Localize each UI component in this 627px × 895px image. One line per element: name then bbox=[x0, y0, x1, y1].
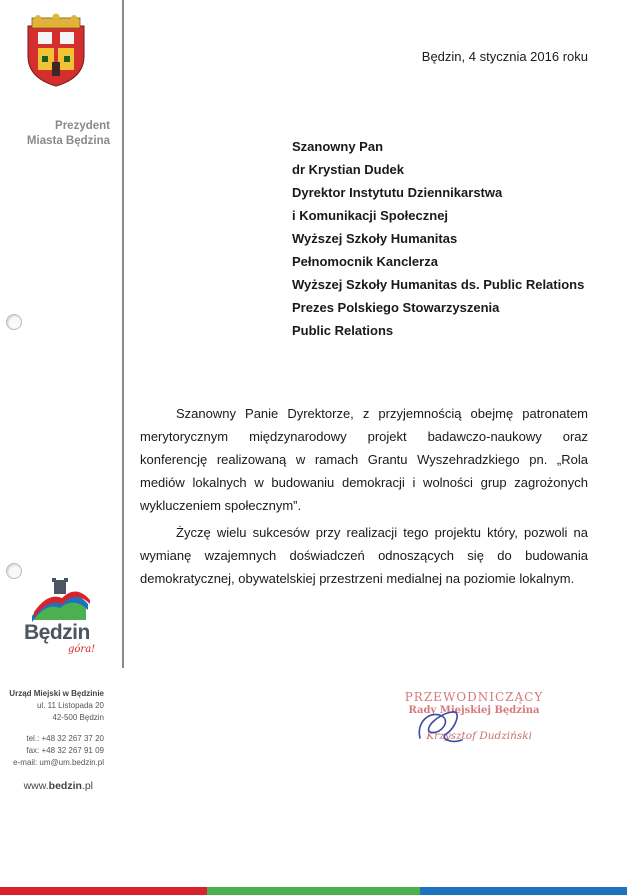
sidebar-divider bbox=[122, 0, 124, 668]
recipient-line: Public Relations bbox=[292, 323, 394, 338]
footer-color-bar bbox=[0, 887, 627, 895]
official-stamp bbox=[384, 690, 564, 742]
recipient-line: Wyższej Szkoły Humanitas bbox=[292, 231, 458, 246]
footer-bar-red bbox=[0, 887, 207, 895]
recipient-line: i Komunikacji Społecznej bbox=[292, 208, 449, 223]
recipient-line: Dyrektor Instytutu Dziennikarstwa bbox=[292, 185, 503, 200]
office-address bbox=[0, 688, 104, 769]
address-street: ul. 11 Listopada 20 bbox=[36, 701, 104, 710]
punch-hole-bottom bbox=[6, 563, 22, 579]
office-title-line1: Prezydent bbox=[55, 120, 110, 132]
letterhead-sidebar bbox=[0, 0, 122, 895]
website-domain: bedzin bbox=[48, 780, 82, 792]
address-email: e-mail: um@um.bedzin.pl bbox=[13, 758, 104, 767]
city-logo-word: Będzin bbox=[24, 621, 90, 644]
recipient-line: Szanowny Pan bbox=[292, 139, 384, 154]
handwritten-signature bbox=[412, 702, 472, 750]
stamp-title: PRZEWODNICZĄCY bbox=[404, 690, 544, 704]
office-title-line2: Miasta Będzina bbox=[26, 135, 110, 147]
address-tel: tel.: +48 32 267 37 20 bbox=[26, 734, 104, 743]
recipient-line: Prezes Polskiego Stowarzyszenia bbox=[292, 300, 500, 315]
letter-body bbox=[140, 402, 588, 594]
footer-bar-blue bbox=[420, 887, 627, 895]
city-coat-of-arms bbox=[24, 12, 88, 88]
recipient-block bbox=[292, 135, 584, 342]
website-suffix: .pl bbox=[81, 780, 93, 792]
recipient-line: Wyższej Szkoły Humanitas ds. Public Relations bbox=[292, 277, 585, 292]
website-prefix: www. bbox=[23, 780, 49, 792]
body-paragraph: Szanowny Panie Dyrektorze, z przyjemnością obejmę patronatem merytorycznym międzynarodowy projekt badawczo-naukowy oraz konferencję realizowaną w ramach Grantu Wyszehradzkiego pn. „Rola mediów lokalnych w budowaniu demokracji i wolności grup zagrożonych wykluczeniem społecznym”. bbox=[140, 406, 588, 513]
punch-hole-top bbox=[6, 314, 22, 330]
address-fax: fax: +48 32 267 91 09 bbox=[26, 746, 104, 755]
letter-date: Będzin, 4 stycznia 2016 roku bbox=[421, 49, 588, 64]
city-logo-slogan: góra! bbox=[68, 644, 96, 655]
stamp-name: Krzysztof Dudziński bbox=[426, 730, 532, 742]
body-paragraph: Życzę wielu sukcesów przy realizacji tego projektu który, pozwoli na wymianę wzajemnych doświadczeń odnoszących się do budowania demokratycznej, obywatelskiej przestrzeni medialnej na poziomie lokalnym. bbox=[140, 525, 588, 586]
recipient-line: Pełnomocnik Kanclerza bbox=[292, 254, 438, 269]
stamp-subtitle: Rady Miejskiej Będzina bbox=[408, 705, 540, 716]
recipient-line: dr Krystian Dudek bbox=[292, 162, 404, 177]
office-title bbox=[0, 119, 110, 149]
address-office: Urząd Miejski w Będzinie bbox=[9, 689, 104, 698]
address-gap bbox=[0, 724, 104, 733]
website-link[interactable] bbox=[0, 780, 93, 792]
address-postal: 42-500 Będzin bbox=[52, 713, 104, 722]
footer-bar-green bbox=[207, 887, 420, 895]
